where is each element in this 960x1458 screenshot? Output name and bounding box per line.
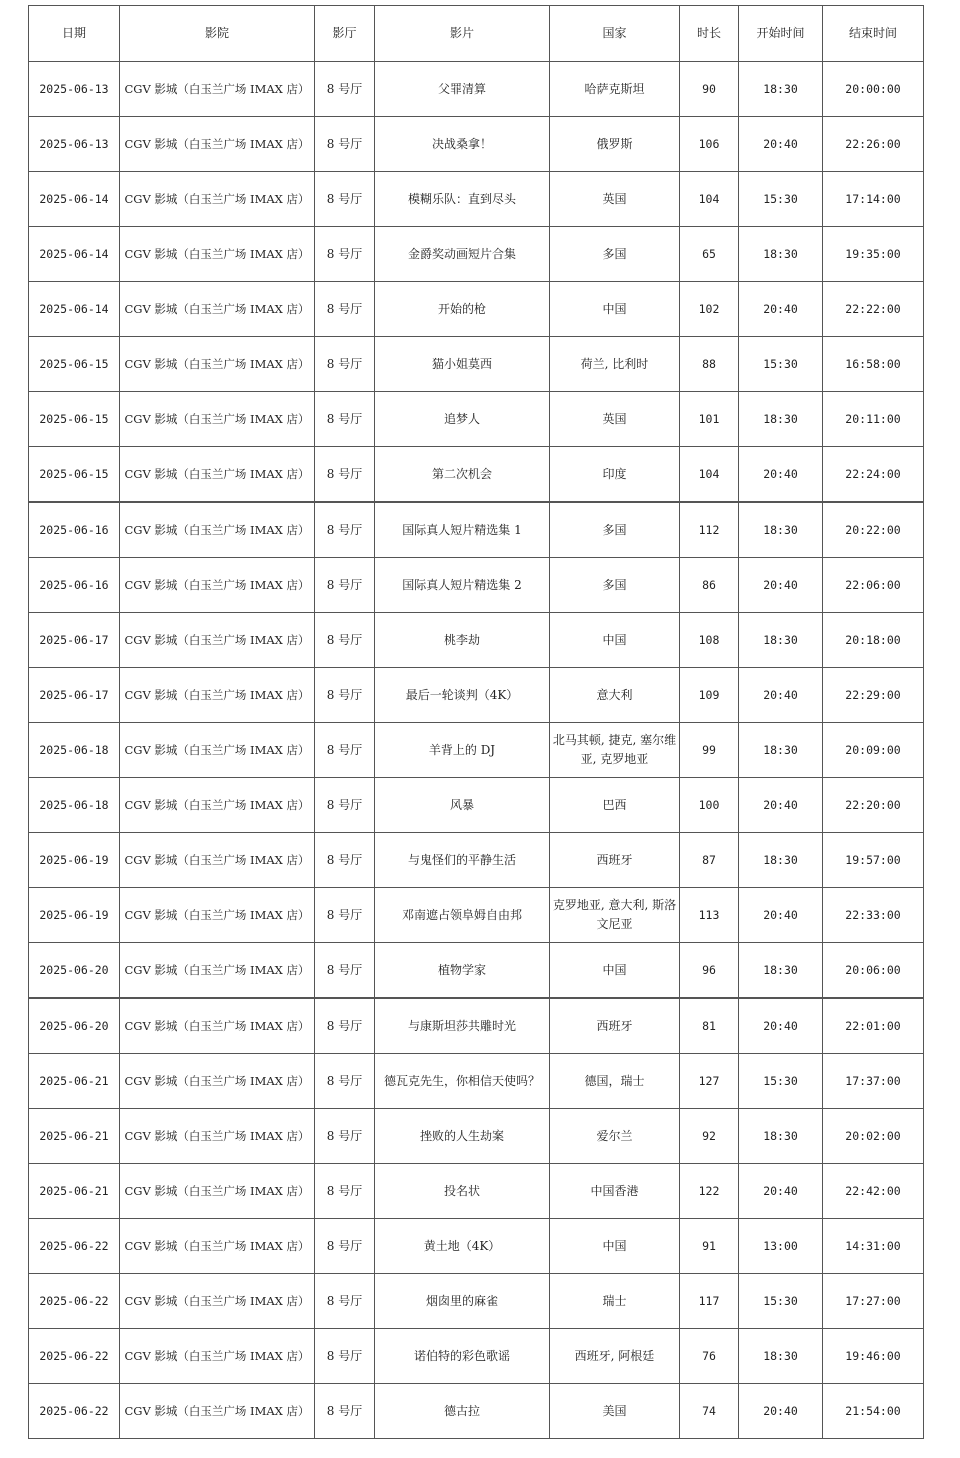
cell-film: 挫败的人生劫案 [375, 1109, 550, 1164]
cell-duration: 112 [680, 502, 739, 558]
table-row [29, 502, 924, 558]
cell-duration: 99 [680, 723, 739, 778]
cell-date: 2025-06-20 [29, 943, 120, 999]
cell-cinema: CGV 影城（白玉兰广场 IMAX 店） [120, 943, 315, 999]
table-row [29, 1384, 924, 1439]
cell-country: 英国 [550, 172, 680, 227]
cell-date: 2025-06-16 [29, 502, 120, 558]
cell-cinema: CGV 影城（白玉兰广场 IMAX 店） [120, 447, 315, 503]
cell-hall: 8 号厅 [315, 1384, 375, 1439]
cell-date: 2025-06-21 [29, 1109, 120, 1164]
cell-film: 决战桑拿！ [375, 117, 550, 172]
cell-hall: 8 号厅 [315, 723, 375, 778]
header-country: 国家 [550, 6, 680, 62]
cell-end-time: 19:46:00 [823, 1329, 924, 1384]
cell-country: 北马其顿, 捷克, 塞尔维亚, 克罗地亚 [550, 723, 680, 778]
cell-duration: 88 [680, 337, 739, 392]
cell-end-time: 20:11:00 [823, 392, 924, 447]
cell-start-time: 15:30 [739, 1054, 823, 1109]
cell-film: 投名状 [375, 1164, 550, 1219]
cell-duration: 76 [680, 1329, 739, 1384]
cell-film: 黄土地（4K） [375, 1219, 550, 1274]
cell-end-time: 22:01:00 [823, 998, 924, 1054]
cell-cinema: CGV 影城（白玉兰广场 IMAX 店） [120, 558, 315, 613]
cell-end-time: 17:14:00 [823, 172, 924, 227]
cell-end-time: 20:22:00 [823, 502, 924, 558]
cell-hall: 8 号厅 [315, 337, 375, 392]
cell-date: 2025-06-22 [29, 1329, 120, 1384]
cell-film: 猫小姐莫西 [375, 337, 550, 392]
cell-cinema: CGV 影城（白玉兰广场 IMAX 店） [120, 723, 315, 778]
cell-hall: 8 号厅 [315, 613, 375, 668]
cell-hall: 8 号厅 [315, 1219, 375, 1274]
table-row [29, 227, 924, 282]
cell-hall: 8 号厅 [315, 1054, 375, 1109]
cell-hall: 8 号厅 [315, 392, 375, 447]
cell-hall: 8 号厅 [315, 1274, 375, 1329]
cell-cinema: CGV 影城（白玉兰广场 IMAX 店） [120, 613, 315, 668]
cell-film: 国际真人短片精选集 1 [375, 502, 550, 558]
cell-hall: 8 号厅 [315, 502, 375, 558]
cell-film: 与鬼怪们的平静生活 [375, 833, 550, 888]
cell-cinema: CGV 影城（白玉兰广场 IMAX 店） [120, 888, 315, 943]
table-row [29, 62, 924, 117]
table-row [29, 998, 924, 1054]
cell-start-time: 20:40 [739, 1384, 823, 1439]
cell-start-time: 18:30 [739, 502, 823, 558]
cell-start-time: 18:30 [739, 1329, 823, 1384]
table-row [29, 117, 924, 172]
table-row [29, 1329, 924, 1384]
cell-cinema: CGV 影城（白玉兰广场 IMAX 店） [120, 282, 315, 337]
cell-duration: 108 [680, 613, 739, 668]
table-row [29, 558, 924, 613]
table-row [29, 447, 924, 503]
cell-film: 植物学家 [375, 943, 550, 999]
cell-hall: 8 号厅 [315, 1109, 375, 1164]
cell-country: 瑞士 [550, 1274, 680, 1329]
table-header-row [29, 6, 924, 62]
cell-hall: 8 号厅 [315, 1329, 375, 1384]
header-duration: 时长 [680, 6, 739, 62]
cell-hall: 8 号厅 [315, 282, 375, 337]
table-row [29, 668, 924, 723]
cell-start-time: 20:40 [739, 1164, 823, 1219]
cell-date: 2025-06-22 [29, 1384, 120, 1439]
cell-hall: 8 号厅 [315, 62, 375, 117]
cell-cinema: CGV 影城（白玉兰广场 IMAX 店） [120, 1329, 315, 1384]
cell-film: 烟囱里的麻雀 [375, 1274, 550, 1329]
cell-duration: 109 [680, 668, 739, 723]
cell-start-time: 20:40 [739, 888, 823, 943]
cell-duration: 102 [680, 282, 739, 337]
cell-hall: 8 号厅 [315, 172, 375, 227]
cell-duration: 81 [680, 998, 739, 1054]
cell-cinema: CGV 影城（白玉兰广场 IMAX 店） [120, 62, 315, 117]
cell-duration: 92 [680, 1109, 739, 1164]
cell-cinema: CGV 影城（白玉兰广场 IMAX 店） [120, 1219, 315, 1274]
cell-end-time: 22:42:00 [823, 1164, 924, 1219]
cell-date: 2025-06-17 [29, 668, 120, 723]
cell-duration: 90 [680, 62, 739, 117]
cell-country: 多国 [550, 558, 680, 613]
header-start-time: 开始时间 [739, 6, 823, 62]
cell-start-time: 20:40 [739, 282, 823, 337]
cell-end-time: 22:06:00 [823, 558, 924, 613]
cell-cinema: CGV 影城（白玉兰广场 IMAX 店） [120, 1164, 315, 1219]
cell-film: 与康斯坦莎共雕时光 [375, 998, 550, 1054]
cell-date: 2025-06-18 [29, 778, 120, 833]
cell-start-time: 20:40 [739, 668, 823, 723]
cell-film: 开始的枪 [375, 282, 550, 337]
header-end-time: 结束时间 [823, 6, 924, 62]
cell-cinema: CGV 影城（白玉兰广场 IMAX 店） [120, 227, 315, 282]
cell-duration: 86 [680, 558, 739, 613]
cell-start-time: 15:30 [739, 337, 823, 392]
cell-date: 2025-06-15 [29, 337, 120, 392]
cell-end-time: 14:31:00 [823, 1219, 924, 1274]
table-row [29, 833, 924, 888]
cell-cinema: CGV 影城（白玉兰广场 IMAX 店） [120, 1109, 315, 1164]
cell-film: 桃李劫 [375, 613, 550, 668]
table-row [29, 723, 924, 778]
cell-country: 中国 [550, 282, 680, 337]
cell-film: 诺伯特的彩色歌谣 [375, 1329, 550, 1384]
table-row [29, 943, 924, 999]
cell-duration: 127 [680, 1054, 739, 1109]
cell-start-time: 18:30 [739, 723, 823, 778]
cell-cinema: CGV 影城（白玉兰广场 IMAX 店） [120, 117, 315, 172]
cell-film: 风暴 [375, 778, 550, 833]
cell-hall: 8 号厅 [315, 943, 375, 999]
cell-hall: 8 号厅 [315, 558, 375, 613]
cell-country: 中国香港 [550, 1164, 680, 1219]
cell-hall: 8 号厅 [315, 888, 375, 943]
cell-cinema: CGV 影城（白玉兰广场 IMAX 店） [120, 833, 315, 888]
cell-country: 西班牙, 阿根廷 [550, 1329, 680, 1384]
cell-hall: 8 号厅 [315, 227, 375, 282]
cell-start-time: 15:30 [739, 1274, 823, 1329]
cell-duration: 122 [680, 1164, 739, 1219]
header-hall: 影厅 [315, 6, 375, 62]
cell-country: 西班牙 [550, 998, 680, 1054]
cell-start-time: 18:30 [739, 227, 823, 282]
cell-film: 德瓦克先生，你相信天使吗？ [375, 1054, 550, 1109]
cell-date: 2025-06-14 [29, 172, 120, 227]
cell-end-time: 20:18:00 [823, 613, 924, 668]
cell-country: 德国，瑞士 [550, 1054, 680, 1109]
cell-duration: 74 [680, 1384, 739, 1439]
cell-cinema: CGV 影城（白玉兰广场 IMAX 店） [120, 1384, 315, 1439]
cell-start-time: 20:40 [739, 998, 823, 1054]
cell-country: 中国 [550, 943, 680, 999]
cell-cinema: CGV 影城（白玉兰广场 IMAX 店） [120, 502, 315, 558]
cell-country: 多国 [550, 227, 680, 282]
cell-end-time: 19:57:00 [823, 833, 924, 888]
cell-start-time: 18:30 [739, 943, 823, 999]
cell-duration: 113 [680, 888, 739, 943]
cell-end-time: 17:37:00 [823, 1054, 924, 1109]
table-row [29, 888, 924, 943]
cell-date: 2025-06-22 [29, 1274, 120, 1329]
cell-cinema: CGV 影城（白玉兰广场 IMAX 店） [120, 172, 315, 227]
cell-country: 俄罗斯 [550, 117, 680, 172]
cell-country: 多国 [550, 502, 680, 558]
cell-date: 2025-06-14 [29, 227, 120, 282]
cell-end-time: 20:00:00 [823, 62, 924, 117]
cell-start-time: 20:40 [739, 117, 823, 172]
cell-country: 印度 [550, 447, 680, 503]
table-row [29, 613, 924, 668]
cell-film: 羊背上的 DJ [375, 723, 550, 778]
cell-country: 荷兰, 比利时 [550, 337, 680, 392]
cell-end-time: 22:26:00 [823, 117, 924, 172]
cell-country: 中国 [550, 1219, 680, 1274]
schedule-sheet [28, 5, 923, 1439]
table-row [29, 172, 924, 227]
cell-date: 2025-06-19 [29, 888, 120, 943]
cell-end-time: 20:02:00 [823, 1109, 924, 1164]
cell-cinema: CGV 影城（白玉兰广场 IMAX 店） [120, 392, 315, 447]
cell-duration: 104 [680, 172, 739, 227]
table-row [29, 1164, 924, 1219]
header-cinema: 影院 [120, 6, 315, 62]
cell-hall: 8 号厅 [315, 447, 375, 503]
cell-date: 2025-06-17 [29, 613, 120, 668]
cell-end-time: 16:58:00 [823, 337, 924, 392]
cell-country: 英国 [550, 392, 680, 447]
cell-start-time: 18:30 [739, 1109, 823, 1164]
cell-end-time: 17:27:00 [823, 1274, 924, 1329]
cell-film: 国际真人短片精选集 2 [375, 558, 550, 613]
cell-start-time: 18:30 [739, 613, 823, 668]
cell-duration: 117 [680, 1274, 739, 1329]
cell-film: 金爵奖动画短片合集 [375, 227, 550, 282]
table-body [29, 62, 924, 1439]
cell-date: 2025-06-15 [29, 447, 120, 503]
cell-end-time: 22:29:00 [823, 668, 924, 723]
cell-hall: 8 号厅 [315, 668, 375, 723]
cell-date: 2025-06-21 [29, 1164, 120, 1219]
cell-start-time: 20:40 [739, 778, 823, 833]
cell-date: 2025-06-18 [29, 723, 120, 778]
cell-duration: 104 [680, 447, 739, 503]
cell-cinema: CGV 影城（白玉兰广场 IMAX 店） [120, 1274, 315, 1329]
cell-start-time: 20:40 [739, 447, 823, 503]
table-row [29, 1274, 924, 1329]
cell-date: 2025-06-14 [29, 282, 120, 337]
header-film: 影片 [375, 6, 550, 62]
cell-cinema: CGV 影城（白玉兰广场 IMAX 店） [120, 1054, 315, 1109]
cell-start-time: 20:40 [739, 558, 823, 613]
cell-film: 德古拉 [375, 1384, 550, 1439]
schedule-table [28, 5, 924, 1439]
cell-end-time: 19:35:00 [823, 227, 924, 282]
table-row [29, 337, 924, 392]
cell-date: 2025-06-13 [29, 62, 120, 117]
table-row [29, 282, 924, 337]
cell-film: 邓南遮占领阜姆自由邦 [375, 888, 550, 943]
cell-duration: 87 [680, 833, 739, 888]
cell-cinema: CGV 影城（白玉兰广场 IMAX 店） [120, 668, 315, 723]
cell-hall: 8 号厅 [315, 778, 375, 833]
cell-film: 追梦人 [375, 392, 550, 447]
cell-film: 最后一轮谈判（4K） [375, 668, 550, 723]
header-date: 日期 [29, 6, 120, 62]
cell-start-time: 13:00 [739, 1219, 823, 1274]
cell-hall: 8 号厅 [315, 117, 375, 172]
cell-end-time: 20:06:00 [823, 943, 924, 999]
cell-cinema: CGV 影城（白玉兰广场 IMAX 店） [120, 778, 315, 833]
cell-country: 西班牙 [550, 833, 680, 888]
cell-date: 2025-06-16 [29, 558, 120, 613]
cell-film: 第二次机会 [375, 447, 550, 503]
cell-country: 美国 [550, 1384, 680, 1439]
cell-start-time: 18:30 [739, 833, 823, 888]
cell-date: 2025-06-13 [29, 117, 120, 172]
table-row [29, 778, 924, 833]
cell-duration: 91 [680, 1219, 739, 1274]
cell-date: 2025-06-19 [29, 833, 120, 888]
cell-film: 父罪清算 [375, 62, 550, 117]
cell-country: 巴西 [550, 778, 680, 833]
cell-start-time: 18:30 [739, 62, 823, 117]
cell-country: 意大利 [550, 668, 680, 723]
cell-end-time: 22:24:00 [823, 447, 924, 503]
cell-end-time: 20:09:00 [823, 723, 924, 778]
cell-date: 2025-06-15 [29, 392, 120, 447]
cell-country: 哈萨克斯坦 [550, 62, 680, 117]
cell-hall: 8 号厅 [315, 833, 375, 888]
cell-cinema: CGV 影城（白玉兰广场 IMAX 店） [120, 337, 315, 392]
cell-duration: 100 [680, 778, 739, 833]
cell-date: 2025-06-22 [29, 1219, 120, 1274]
cell-duration: 96 [680, 943, 739, 999]
table-row [29, 1054, 924, 1109]
cell-start-time: 18:30 [739, 392, 823, 447]
cell-cinema: CGV 影城（白玉兰广场 IMAX 店） [120, 998, 315, 1054]
cell-hall: 8 号厅 [315, 998, 375, 1054]
cell-country: 爱尔兰 [550, 1109, 680, 1164]
table-row [29, 1219, 924, 1274]
cell-end-time: 22:33:00 [823, 888, 924, 943]
cell-country: 中国 [550, 613, 680, 668]
cell-date: 2025-06-20 [29, 998, 120, 1054]
table-row [29, 392, 924, 447]
cell-start-time: 15:30 [739, 172, 823, 227]
cell-duration: 101 [680, 392, 739, 447]
cell-duration: 106 [680, 117, 739, 172]
cell-hall: 8 号厅 [315, 1164, 375, 1219]
cell-duration: 65 [680, 227, 739, 282]
cell-film: 模糊乐队：直到尽头 [375, 172, 550, 227]
cell-date: 2025-06-21 [29, 1054, 120, 1109]
cell-end-time: 22:20:00 [823, 778, 924, 833]
cell-country: 克罗地亚, 意大利, 斯洛文尼亚 [550, 888, 680, 943]
table-row [29, 1109, 924, 1164]
cell-end-time: 22:22:00 [823, 282, 924, 337]
cell-end-time: 21:54:00 [823, 1384, 924, 1439]
